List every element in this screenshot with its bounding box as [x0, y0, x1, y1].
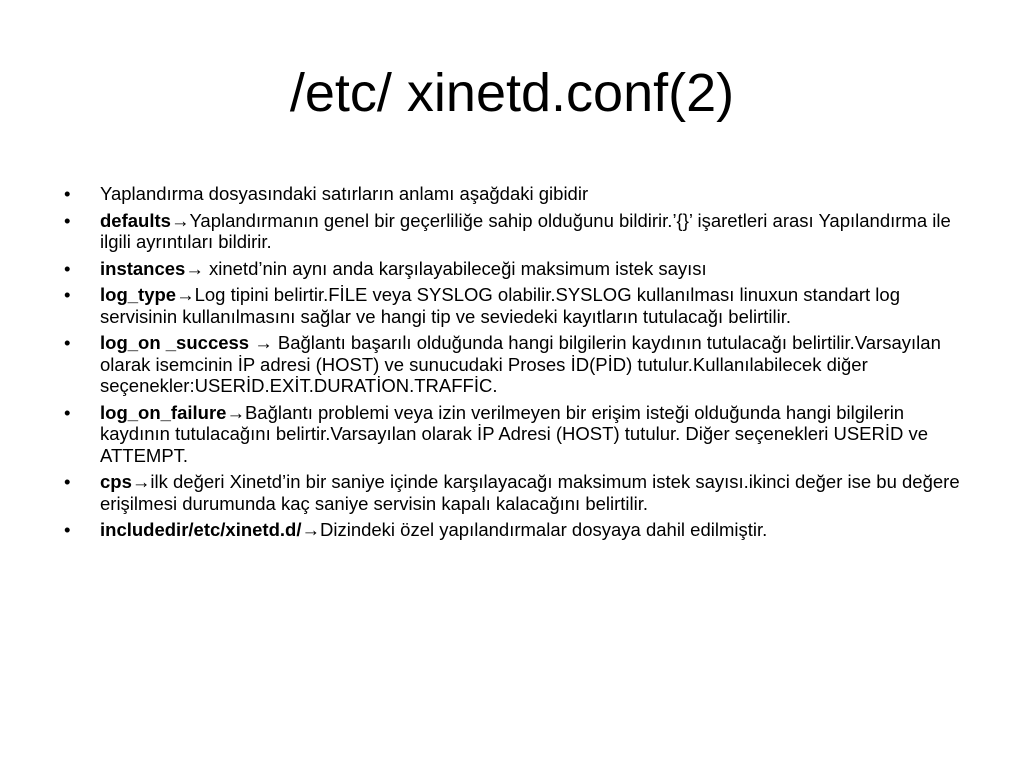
- bullet-item: [64, 183, 970, 205]
- bullet-term: includedir/etc/xinetd.d/: [100, 519, 302, 540]
- bullet-text: →Bağlantı problemi veya izin verilmeyen bir erişim isteği olduğunda hangi bilgilerin kaydının tutulacağını belirtir.Varsayılan olarak İP Adresi (HOST) tutulur. Diğer seçenekleri USERİD ve ATTEMPT.: [100, 401, 929, 466]
- bullet-text: Yaplandırma dosyasındaki satırların anlamı aşağdaki gibidir: [100, 183, 589, 204]
- bullet-term: instances: [100, 257, 186, 279]
- bullet-symbol: •: [64, 183, 71, 204]
- bullet-symbol: •: [64, 284, 71, 305]
- bullet-symbol: •: [64, 209, 71, 231]
- bullet-list: [64, 183, 970, 546]
- bullet-symbol: •: [64, 401, 71, 423]
- bullet-item: [64, 284, 970, 327]
- bullet-text: →Dizindeki özel yapılandırmalar dosyaya dahil edilmiştir.: [301, 519, 768, 540]
- bullet-term: log_on _success: [100, 332, 250, 353]
- bullet-term: defaults: [100, 209, 171, 231]
- bullet-item: [64, 332, 970, 397]
- bullet-text: → Bağlantı başarılı olduğunda hangi bilgilerin kaydının tutulacağı belirtilir.Varsayılan olarak isemcinin İP adresi (HOST) ve sunucudaki Proses İD(PİD) tutulur.Kullanılabilecek diğer seçenekler:USERİD.EXİT.DURATİON.TRAFFİC.: [100, 332, 941, 396]
- bullet-text: →Yaplandırmanın genel bir geçerliliğe sahip olduğunu bildirir.’{}’ işaretleri arası Yapılandırma ile ilgili ayrıntıları bildirir.: [100, 209, 951, 252]
- bullet-symbol: •: [64, 471, 71, 492]
- bullet-item: [64, 209, 970, 253]
- bullet-term: log_type: [100, 284, 177, 305]
- bullet-symbol: •: [64, 257, 71, 279]
- bullet-item: [64, 401, 970, 467]
- bullet-text: →Log tipini belirtir.FİLE veya SYSLOG olabilir.SYSLOG kullanılması linuxun standart log servisinin kullanılmasını sağlar ve hangi tip ve seviedeki kayıtların tutulacağı belirtilir.: [100, 284, 900, 327]
- bullet-symbol: •: [64, 332, 71, 353]
- bullet-term: cps: [100, 471, 132, 492]
- bullet-item: [64, 257, 970, 280]
- bullet-item: [64, 471, 970, 514]
- bullet-term: log_on_failure: [100, 401, 227, 423]
- bullet-symbol: •: [64, 519, 71, 540]
- slide-title: /etc/ xinetd.conf(2): [289, 63, 735, 123]
- bullet-text: →ilk değeri Xinetd’in bir saniye içinde karşılayacağı maksimum istek sayısı.ikinci değer ise bu değere erişilmesi durumunda kaç saniye servisin kapalı kalacağını belirtilir.: [100, 471, 960, 514]
- bullet-item: [64, 519, 970, 541]
- bullet-text: → xinetd’nin aynı anda karşılayabileceği maksimum istek sayısı: [185, 257, 707, 279]
